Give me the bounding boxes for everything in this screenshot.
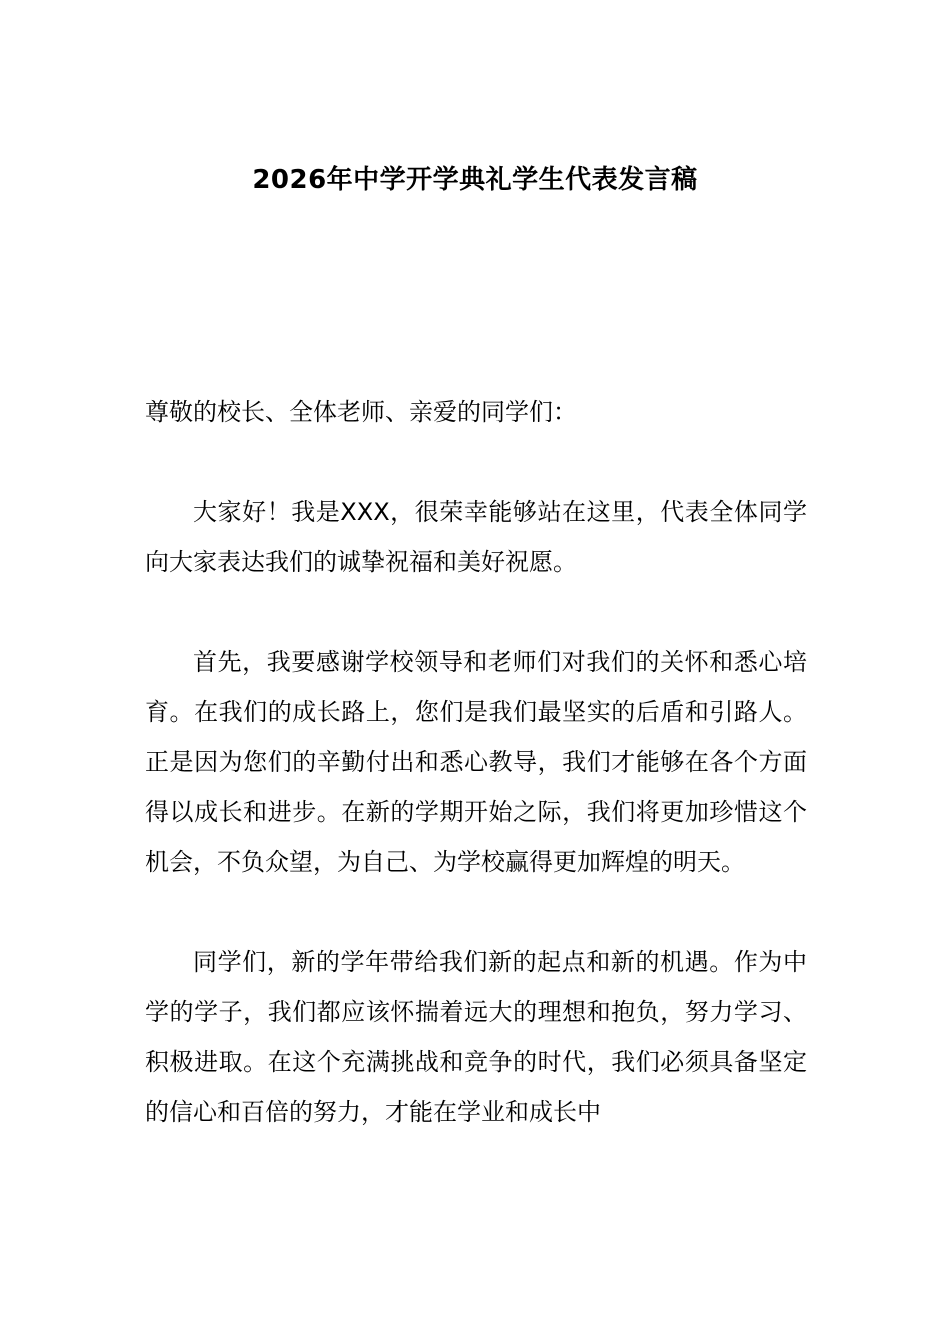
paragraph-greeting: 大家好！我是XXX，很荣幸能够站在这里，代表全体同学向大家表达我们的诚挚祝福和美好祝愿。	[145, 498, 807, 576]
paragraph-thanks: 首先，我要感谢学校领导和老师们对我们的关怀和悉心培育。在我们的成长路上，您们是我们最坚实的后盾和引路人。正是因为您们的辛勤付出和悉心教导，我们才能够在各个方面得以成长和进步。在新的学期开始之际，我们将更加珍惜这个机会，不负众望，为自己、为学校赢得更加辉煌的明天。	[145, 648, 807, 876]
paragraph-new-year: 同学们，新的学年带给我们新的起点和新的机遇。作为中学的学子，我们都应该怀揣着远大的理想和抱负，努力学习、积极进取。在这个充满挑战和竞争的时代，我们必须具备坚定的信心和百倍的努力，才能在学业和成长中	[145, 948, 807, 1126]
document-body	[145, 387, 807, 1137]
document-title: 2026年中学开学典礼学生代表发言稿	[252, 165, 698, 195]
salutation: 尊敬的校长、全体老师、亲爱的同学们：	[145, 398, 577, 426]
